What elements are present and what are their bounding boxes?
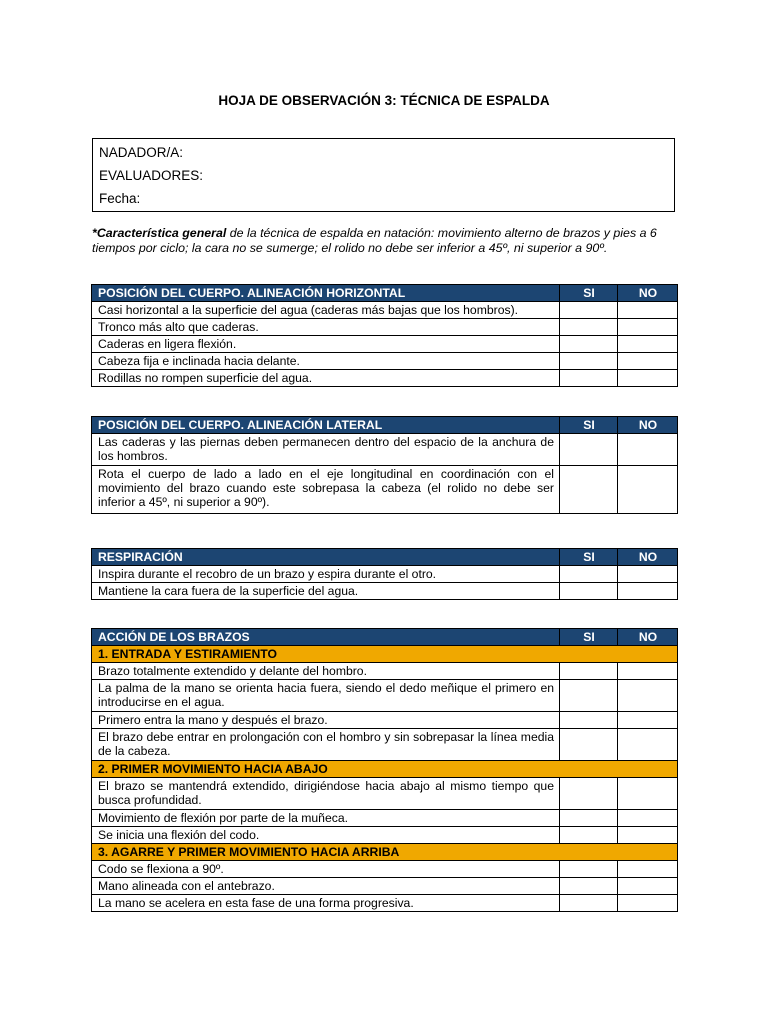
- criterion-text: La palma de la mano se orienta hacia fuera, siendo el dedo meñique el primero en introducirse en el agua.: [92, 680, 560, 712]
- subsection-title: 1. ENTRADA Y ESTIRAMIENTO: [92, 646, 678, 663]
- no-cell[interactable]: [618, 434, 678, 466]
- yes-cell[interactable]: [560, 302, 618, 319]
- subsection-title: 2. PRIMER MOVIMIENTO HACIA ABAJO: [92, 761, 678, 778]
- page-title: HOJA DE OBSERVACIÓN 3: TÉCNICA DE ESPALDA: [218, 93, 550, 108]
- no-cell[interactable]: [618, 878, 678, 895]
- no-cell[interactable]: [618, 861, 678, 878]
- column-yes: SI: [560, 285, 618, 302]
- table-breathing: [91, 548, 678, 600]
- table-row: [92, 466, 678, 514]
- no-cell[interactable]: [618, 895, 678, 912]
- criterion-text: Brazo totalmente extendido y delante del hombro.: [92, 663, 560, 680]
- note-text: de la técnica de espalda en natación: movimiento alterno de brazos y pies a 6 tiempos por ciclo; la cara no se sumerge; el rolido no debe ser inferior a 45º, ni superior a 90º.: [92, 226, 657, 255]
- subsection-header: [92, 761, 678, 778]
- no-cell[interactable]: [618, 810, 678, 827]
- no-cell[interactable]: [618, 353, 678, 370]
- table-row: [92, 336, 678, 353]
- criterion-text: Primero entra la mano y después el brazo.: [92, 712, 560, 729]
- section-title: ACCIÓN DE LOS BRAZOS: [92, 629, 560, 646]
- table-row: [92, 566, 678, 583]
- criterion-text: Cabeza fija e inclinada hacia delante.: [92, 353, 560, 370]
- yes-cell[interactable]: [560, 729, 618, 761]
- subsection-header: [92, 844, 678, 861]
- no-cell[interactable]: [618, 302, 678, 319]
- info-box: [92, 138, 675, 212]
- no-cell[interactable]: [618, 336, 678, 353]
- swimmer-field[interactable]: NADADOR/A:: [99, 145, 184, 160]
- yes-cell[interactable]: [560, 861, 618, 878]
- column-no: NO: [618, 417, 678, 434]
- criterion-text: El brazo se mantendrá extendido, dirigiéndose hacia abajo al mismo tiempo que busca profundidad.: [92, 778, 560, 810]
- yes-cell[interactable]: [560, 878, 618, 895]
- table-row: [92, 370, 678, 387]
- yes-cell[interactable]: [560, 353, 618, 370]
- yes-cell[interactable]: [560, 895, 618, 912]
- table-row: [92, 583, 678, 600]
- table-row: [92, 778, 678, 810]
- column-no: NO: [618, 285, 678, 302]
- table-lateral-alignment: [91, 416, 678, 514]
- table-row: [92, 663, 678, 680]
- no-cell[interactable]: [618, 466, 678, 514]
- section-title: RESPIRACIÓN: [92, 549, 560, 566]
- no-cell[interactable]: [618, 583, 678, 600]
- no-cell[interactable]: [618, 663, 678, 680]
- note-bold-label: *Característica general: [92, 226, 227, 240]
- no-cell[interactable]: [618, 729, 678, 761]
- table-horizontal-alignment: [91, 284, 678, 387]
- section-title: POSICIÓN DEL CUERPO. ALINEACIÓN LATERAL: [92, 417, 560, 434]
- table-row: [92, 353, 678, 370]
- yes-cell[interactable]: [560, 712, 618, 729]
- criterion-text: Inspira durante el recobro de un brazo y espira durante el otro.: [92, 566, 560, 583]
- yes-cell[interactable]: [560, 434, 618, 466]
- table-row: [92, 827, 678, 844]
- no-cell[interactable]: [618, 680, 678, 712]
- yes-cell[interactable]: [560, 336, 618, 353]
- criterion-text: Rota el cuerpo de lado a lado en el eje longitudinal en coordinación con el movimiento del brazo cuando este sobrepasa la cabeza (el rolido no debe ser inferior a 45º, ni superior a 90º).: [92, 466, 560, 514]
- criterion-text: Mano alineada con el antebrazo.: [92, 878, 560, 895]
- criterion-text: Rodillas no rompen superficie del agua.: [92, 370, 560, 387]
- general-characteristic-note: [92, 226, 677, 256]
- no-cell[interactable]: [618, 778, 678, 810]
- yes-cell[interactable]: [560, 319, 618, 336]
- criterion-text: Casi horizontal a la superficie del agua (caderas más bajas que los hombros).: [92, 302, 560, 319]
- criterion-text: Movimiento de flexión por parte de la muñeca.: [92, 810, 560, 827]
- yes-cell[interactable]: [560, 466, 618, 514]
- table-arm-action: [91, 628, 678, 912]
- column-yes: SI: [560, 629, 618, 646]
- table-row: [92, 712, 678, 729]
- criterion-text: Codo se flexiona a 90º.: [92, 861, 560, 878]
- no-cell[interactable]: [618, 712, 678, 729]
- table-row: [92, 895, 678, 912]
- table-row: [92, 810, 678, 827]
- subsection-header: [92, 646, 678, 663]
- table-row: [92, 319, 678, 336]
- table-row: [92, 878, 678, 895]
- criterion-text: Se inicia una flexión del codo.: [92, 827, 560, 844]
- no-cell[interactable]: [618, 319, 678, 336]
- column-no: NO: [618, 549, 678, 566]
- date-field[interactable]: Fecha:: [99, 191, 141, 206]
- yes-cell[interactable]: [560, 778, 618, 810]
- criterion-text: Las caderas y las piernas deben permanecen dentro del espacio de la anchura de los hombros.: [92, 434, 560, 466]
- no-cell[interactable]: [618, 370, 678, 387]
- section-title: POSICIÓN DEL CUERPO. ALINEACIÓN HORIZONTAL: [92, 285, 560, 302]
- no-cell[interactable]: [618, 827, 678, 844]
- yes-cell[interactable]: [560, 370, 618, 387]
- subsection-title: 3. AGARRE Y PRIMER MOVIMIENTO HACIA ARRIBA: [92, 844, 678, 861]
- criterion-text: Tronco más alto que caderas.: [92, 319, 560, 336]
- yes-cell[interactable]: [560, 583, 618, 600]
- no-cell[interactable]: [618, 566, 678, 583]
- table-row: [92, 861, 678, 878]
- yes-cell[interactable]: [560, 827, 618, 844]
- criterion-text: La mano se acelera en esta fase de una forma progresiva.: [92, 895, 560, 912]
- criterion-text: Caderas en ligera flexión.: [92, 336, 560, 353]
- criterion-text: Mantiene la cara fuera de la superficie del agua.: [92, 583, 560, 600]
- column-yes: SI: [560, 549, 618, 566]
- table-row: [92, 680, 678, 712]
- yes-cell[interactable]: [560, 566, 618, 583]
- table-row: [92, 729, 678, 761]
- criterion-text: El brazo debe entrar en prolongación con el hombro y sin sobrepasar la línea media de la cabeza.: [92, 729, 560, 761]
- table-row: [92, 302, 678, 319]
- evaluators-field[interactable]: EVALUADORES:: [99, 168, 204, 183]
- column-yes: SI: [560, 417, 618, 434]
- yes-cell[interactable]: [560, 810, 618, 827]
- table-row: [92, 434, 678, 466]
- yes-cell[interactable]: [560, 663, 618, 680]
- yes-cell[interactable]: [560, 680, 618, 712]
- column-no: NO: [618, 629, 678, 646]
